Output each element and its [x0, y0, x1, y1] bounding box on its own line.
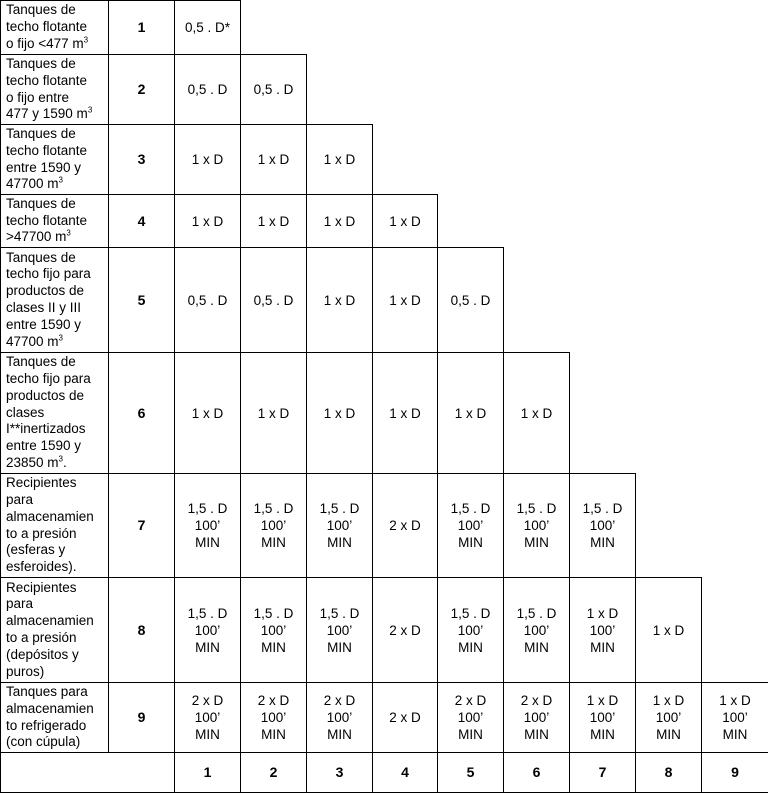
- row-label-line: almacenamien: [6, 613, 94, 629]
- row-label-line: techo fijo para: [6, 371, 91, 386]
- distance-value: 0,5 . D: [240, 54, 307, 125]
- row-label-text: [6, 126, 87, 193]
- distance-value: 2 x D: [372, 577, 438, 683]
- row-label-line: Tanques para: [6, 683, 88, 699]
- cubic-superscript: 3: [58, 333, 63, 343]
- row-label-line: productos de: [6, 387, 85, 403]
- row-label: [0, 247, 109, 353]
- cubic-superscript: 3: [66, 228, 71, 238]
- row-label-line: entre 1590 y: [6, 316, 82, 332]
- distance-value: 2 x D 100’ MIN: [503, 682, 570, 753]
- distance-value: 1 x D: [635, 577, 702, 683]
- row-label-line: esferoides).: [6, 559, 77, 575]
- distance-value: 1 x D: [372, 247, 438, 353]
- row-label-line: techo flotante: [6, 19, 88, 35]
- row-label-line: para: [6, 596, 34, 612]
- row-number: 7: [108, 473, 175, 578]
- row-label-line: Tanques de: [6, 55, 76, 71]
- cubic-superscript: 3: [83, 35, 89, 45]
- row-label-text: [6, 354, 91, 472]
- row-label-line: 47700 $m^3$: [6, 333, 63, 349]
- distance-value: 1 x D 100’ MIN: [569, 682, 636, 753]
- distance-value: 1 x D 100’ MIN: [701, 682, 768, 753]
- row-label-line: 477 y 1590 $m^3$: [6, 105, 93, 122]
- row-label: [0, 473, 109, 578]
- row-label-text: [6, 2, 88, 52]
- row-label-line: techo flotante: [6, 212, 88, 228]
- row-label-line: to refrigerado: [6, 717, 87, 733]
- distance-value: 1,5 . D 100’ MIN: [174, 577, 241, 683]
- distance-value: 1,5 . D 100’ MIN: [306, 473, 373, 578]
- distance-value: 1 x D: [306, 352, 373, 474]
- row-label-text: [6, 250, 91, 351]
- distance-value: 1 x D: [306, 247, 373, 353]
- row-label-line: entre 1590 y: [6, 438, 82, 454]
- distance-value: 2 x D 100’ MIN: [437, 682, 504, 753]
- row-number: 4: [108, 194, 175, 248]
- footer-label: [0, 752, 175, 793]
- distance-value: 1 x D: [174, 352, 241, 474]
- row-label-line: Tanques de: [6, 125, 76, 141]
- distance-value: 0,5 . D: [174, 54, 241, 125]
- row-label-text: [6, 475, 94, 576]
- distance-value: 2 x D 100’ MIN: [174, 682, 241, 753]
- row-label-line: Recipientes: [6, 579, 77, 595]
- distance-value: 1 x D: [503, 352, 570, 474]
- row-label-line: clases II y III: [6, 300, 82, 315]
- distance-value: 1 x D: [240, 194, 307, 248]
- distance-value: 1 x D: [240, 352, 307, 474]
- row-label: [0, 577, 109, 683]
- row-label-line: Tanques de: [6, 195, 76, 211]
- column-number: 3: [306, 752, 373, 793]
- column-number: 1: [174, 752, 241, 793]
- cubic-superscript: 3: [87, 105, 93, 115]
- row-label: [0, 54, 109, 125]
- cubic-superscript: 3: [58, 454, 63, 464]
- distance-value: 1,5 . D 100’ MIN: [569, 473, 636, 578]
- distance-value: 1,5 . D 100’ MIN: [503, 577, 570, 683]
- distance-value: 0,5 . D: [174, 247, 241, 353]
- distance-value: 1 x D: [306, 194, 373, 248]
- row-number: 5: [108, 247, 175, 353]
- distance-value: 1,5 . D 100’ MIN: [503, 473, 570, 578]
- row-label: [0, 682, 109, 753]
- row-number: 3: [108, 124, 175, 195]
- distance-value: 2 x D: [372, 473, 438, 578]
- row-number: 2: [108, 54, 175, 125]
- row-label-line: almacenamien: [6, 700, 94, 716]
- distance-value: 2 x D: [372, 682, 438, 753]
- distance-value: 1 x D: [240, 124, 307, 195]
- distance-value: 1 x D 100’ MIN: [569, 577, 636, 683]
- row-label: [0, 194, 109, 248]
- column-number: 2: [240, 752, 307, 793]
- distance-value: 1 x D: [372, 194, 438, 248]
- row-label-text: [6, 56, 92, 123]
- row-label-line: Tanques de: [6, 249, 76, 265]
- column-number: 4: [372, 752, 438, 793]
- row-label-line: (con cúpula): [6, 734, 81, 750]
- row-number: 9: [108, 682, 175, 753]
- column-number: 9: [701, 752, 768, 793]
- row-label-line: techo flotante: [6, 142, 88, 158]
- row-label-line: techo flotante: [6, 72, 88, 88]
- row-label-line: I**inertizados: [6, 421, 86, 437]
- row-label: [0, 0, 109, 55]
- row-label-line: (esferas y: [6, 542, 66, 558]
- row-label-line: productos de: [6, 283, 85, 299]
- column-number: 8: [635, 752, 702, 793]
- distance-value: 1 x D: [174, 194, 241, 248]
- distance-value: 1,5 . D 100’ MIN: [437, 473, 504, 578]
- row-label-line: Recipientes: [6, 475, 77, 491]
- column-number: 7: [569, 752, 636, 793]
- row-label-line: 23850 $m^3$.: [6, 454, 67, 470]
- row-label-line: Tanques de: [6, 2, 76, 18]
- row-label-line: 47700 $m^3$: [6, 175, 63, 192]
- distance-value: 1 x D 100’ MIN: [635, 682, 702, 753]
- distance-value: 1 x D: [437, 352, 504, 474]
- distance-value: 1 x D: [174, 124, 241, 195]
- column-number: 6: [503, 752, 570, 793]
- row-label-line: o fijo entre: [6, 89, 70, 105]
- row-label-line: puros): [6, 663, 45, 679]
- distance-value: 1 x D: [306, 124, 373, 195]
- distance-value: 2 x D 100’ MIN: [240, 682, 307, 753]
- row-label-line: (depósitos y: [6, 646, 79, 662]
- distance-value: 1,5 . D 100’ MIN: [240, 577, 307, 683]
- row-label: [0, 352, 109, 474]
- distance-value: 1,5 . D 100’ MIN: [306, 577, 373, 683]
- row-label: [0, 124, 109, 195]
- row-label-line: clases: [6, 404, 45, 420]
- row-label-line: entre 1590 y: [6, 159, 82, 175]
- row-number: 8: [108, 577, 175, 683]
- row-number: 1: [108, 0, 175, 55]
- row-number: 6: [108, 352, 175, 474]
- distance-value: 1,5 . D 100’ MIN: [240, 473, 307, 578]
- distance-value: 0,5 . D: [437, 247, 504, 353]
- row-label-line: to a presión: [6, 525, 77, 541]
- column-number: 5: [437, 752, 504, 793]
- distance-value: 0,5 . D*: [174, 0, 241, 55]
- row-label-line: almacenamien: [6, 508, 94, 524]
- row-label-text: [6, 196, 87, 246]
- distance-value: 1,5 . D 100’ MIN: [174, 473, 241, 578]
- row-label-line: Tanques de: [6, 354, 76, 370]
- distance-value: 2 x D 100’ MIN: [306, 682, 373, 753]
- row-label-line: o fijo <477 $m^3$: [6, 35, 89, 51]
- cubic-superscript: 3: [58, 175, 63, 185]
- row-label-text: [6, 684, 94, 751]
- distance-value: 0,5 . D: [240, 247, 307, 353]
- row-label-line: techo fijo para: [6, 266, 91, 282]
- row-label-line: >47700 $m^3$: [6, 228, 71, 245]
- row-label-line: to a presión: [6, 630, 77, 645]
- distance-value: 1 x D: [372, 352, 438, 474]
- row-label-line: para: [6, 491, 34, 507]
- row-label-text: [6, 580, 94, 681]
- distance-value: 1,5 . D 100’ MIN: [437, 577, 504, 683]
